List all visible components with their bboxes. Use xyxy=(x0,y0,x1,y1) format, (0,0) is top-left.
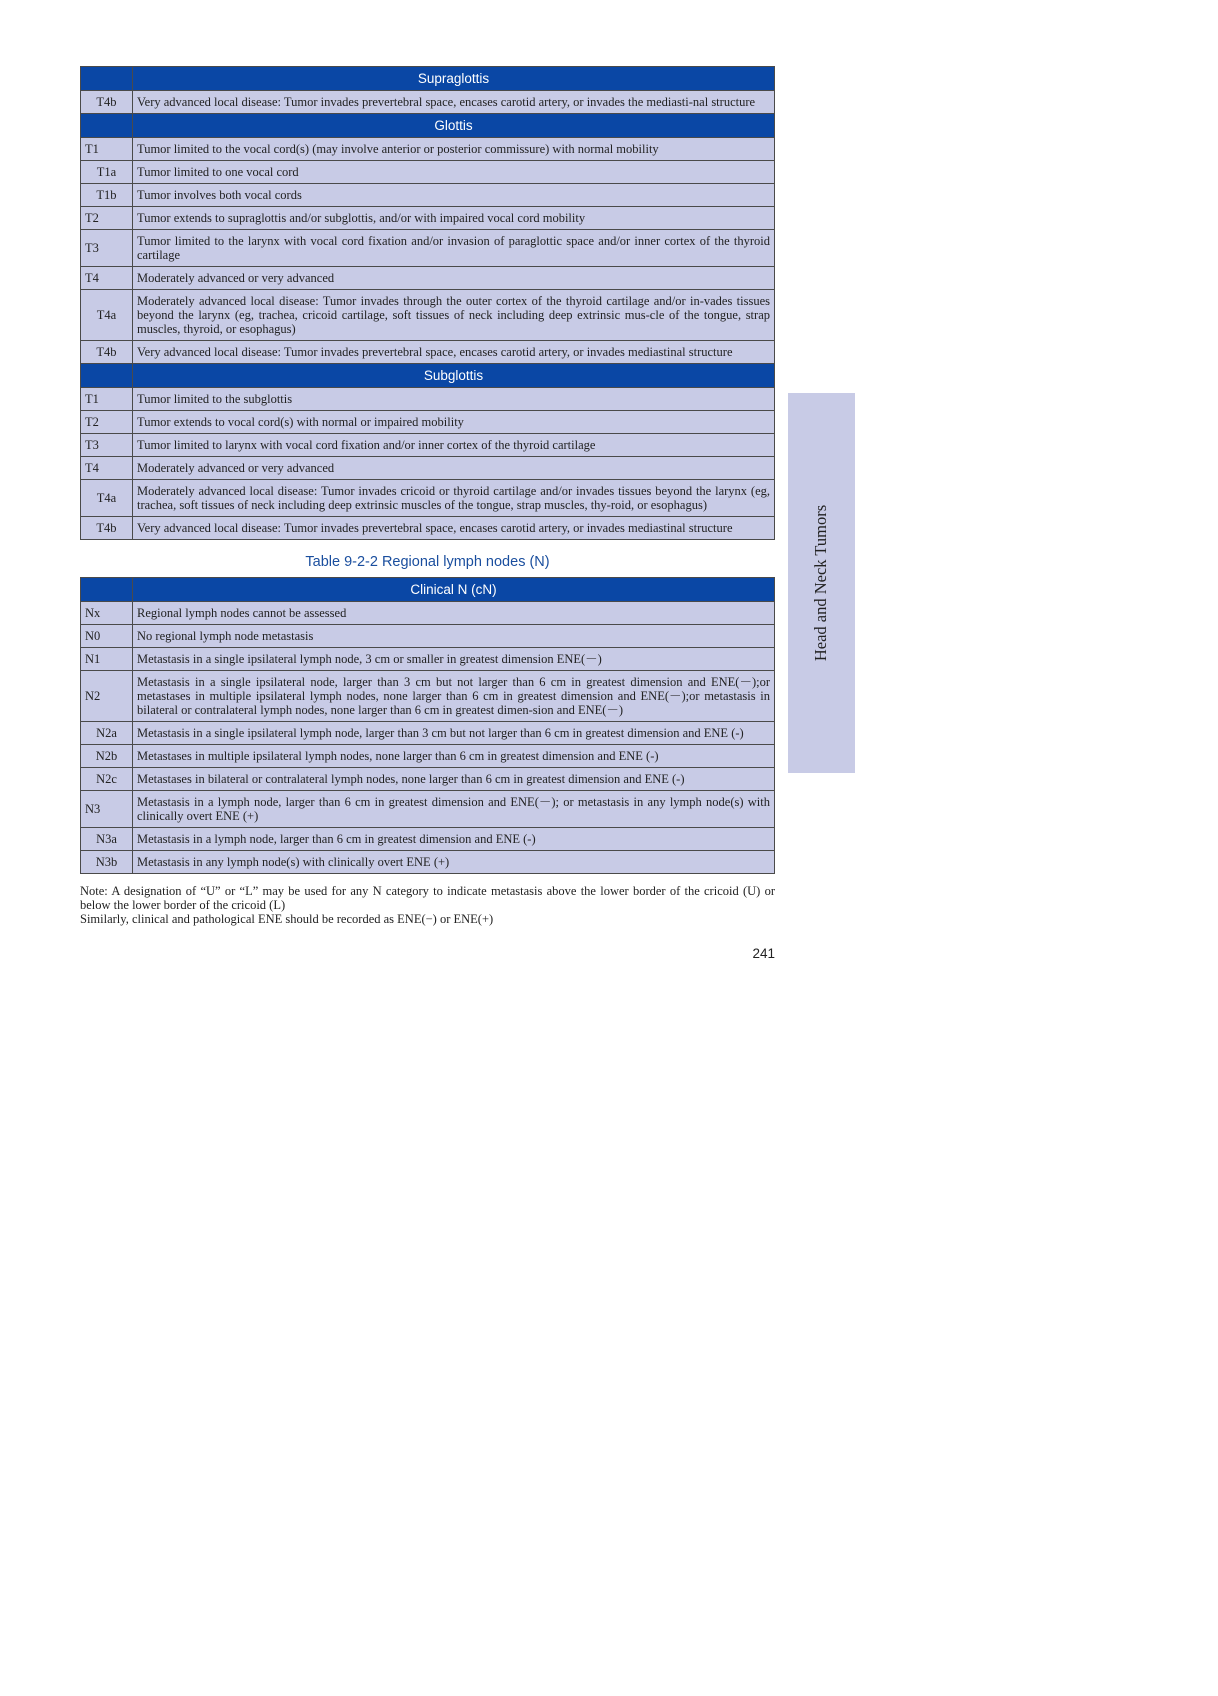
stage-code: N3a xyxy=(81,828,133,851)
stage-code: N0 xyxy=(81,625,133,648)
n-stage-table-body xyxy=(81,578,775,874)
chapter-side-tab-label: Head and Neck Tumors xyxy=(811,504,831,662)
table-caption: Table 9-2-2 Regional lymph nodes (N) xyxy=(305,554,550,570)
stage-code: N2a xyxy=(81,722,133,745)
stage-description: Metastasis in a single ipsilateral node, larger than 3 cm but not larger than 6 cm in greatest dimension and ENE(－);or metastases in multiple ipsilateral lymph nodes, none larger than 6 cm in greatest dimension and ENE(－);or metastasis in bilateral or contralateral lymph nodes, none larger than 6 cm in greatest dimen-sion and ENE(－) xyxy=(133,671,775,722)
table-row xyxy=(81,230,775,267)
table-note xyxy=(80,884,775,926)
stage-code: T2 xyxy=(81,411,133,434)
section-header-row xyxy=(81,114,775,138)
table-row xyxy=(81,648,775,671)
section-header-blank xyxy=(81,364,133,388)
table-row xyxy=(81,388,775,411)
stage-code: T4b xyxy=(81,341,133,364)
stage-code: T2 xyxy=(81,207,133,230)
table-row xyxy=(81,184,775,207)
stage-description: Tumor limited to the vocal cord(s) (may involve anterior or posterior commissure) with normal mobility xyxy=(133,138,775,161)
table-row xyxy=(81,411,775,434)
stage-description: Moderately advanced local disease: Tumor invades cricoid or thyroid cartilage and/or invades tissues beyond the larynx (eg, trachea, soft tissues of neck including deep extrinsic muscles of the tongue, strap muscles, thy-roid, or esophagus) xyxy=(133,480,775,517)
table-row xyxy=(81,791,775,828)
stage-code: T1a xyxy=(81,161,133,184)
stage-description: Very advanced local disease: Tumor invades prevertebral space, encases carotid artery, or invades mediastinal structure xyxy=(133,341,775,364)
table-row xyxy=(81,480,775,517)
stage-description: Moderately advanced local disease: Tumor invades through the outer cortex of the thyroid cartilage and/or in-vades tissues beyond the larynx (eg, trachea, cricoid cartilage, soft tissues of neck including deep extrinsic mus-cle of the tongue, strap muscles, thyroid, or esophagus) xyxy=(133,290,775,341)
table-row xyxy=(81,434,775,457)
stage-code: T1 xyxy=(81,138,133,161)
section-header-blank xyxy=(81,114,133,138)
stage-code: T3 xyxy=(81,230,133,267)
table-row xyxy=(81,207,775,230)
stage-description: Tumor extends to vocal cord(s) with normal or impaired mobility xyxy=(133,411,775,434)
stage-code: N2c xyxy=(81,768,133,791)
stage-description: Tumor limited to larynx with vocal cord fixation and/or inner cortex of the thyroid cartilage xyxy=(133,434,775,457)
t-stage-table-body xyxy=(81,67,775,540)
stage-code: T1b xyxy=(81,184,133,207)
stage-code: T4b xyxy=(81,91,133,114)
stage-description: Metastasis in a lymph node, larger than 6 cm in greatest dimension and ENE (-) xyxy=(133,828,775,851)
table-row xyxy=(81,828,775,851)
section-header-row xyxy=(81,578,775,602)
page-content xyxy=(80,66,775,961)
stage-description: Very advanced local disease: Tumor invades prevertebral space, encases carotid artery, or invades mediastinal structure xyxy=(133,517,775,540)
note-line-2: Similarly, clinical and pathological ENE should be recorded as ENE(−) or ENE(+) xyxy=(80,912,494,926)
chapter-side-tab xyxy=(788,393,855,773)
stage-description: No regional lymph node metastasis xyxy=(133,625,775,648)
table-row xyxy=(81,457,775,480)
stage-code: T4a xyxy=(81,290,133,341)
table-row xyxy=(81,722,775,745)
stage-description: Metastasis in a lymph node, larger than 6 cm in greatest dimension and ENE(－); or metastasis in any lymph node(s) with clinically overt ENE (+) xyxy=(133,791,775,828)
stage-code: T4 xyxy=(81,457,133,480)
stage-code: N3b xyxy=(81,851,133,874)
section-heading: Clinical N (cN) xyxy=(133,578,775,602)
stage-code: T4b xyxy=(81,517,133,540)
stage-code: T3 xyxy=(81,434,133,457)
table-row xyxy=(81,138,775,161)
stage-description: Metastasis in a single ipsilateral lymph node, larger than 3 cm but not larger than 6 cm in greatest dimension and ENE (-) xyxy=(133,722,775,745)
t-stage-table xyxy=(80,66,775,540)
section-header-blank xyxy=(81,67,133,91)
stage-code: N2b xyxy=(81,745,133,768)
section-header-row xyxy=(81,364,775,388)
stage-code: N2 xyxy=(81,671,133,722)
section-heading: Glottis xyxy=(133,114,775,138)
table-row xyxy=(81,745,775,768)
stage-description: Regional lymph nodes cannot be assessed xyxy=(133,602,775,625)
table-row xyxy=(81,671,775,722)
table-row xyxy=(81,768,775,791)
table-row xyxy=(81,290,775,341)
stage-description: Tumor involves both vocal cords xyxy=(133,184,775,207)
page-number: 241 xyxy=(752,946,775,961)
stage-description: Metastasis in any lymph node(s) with clinically overt ENE (+) xyxy=(133,851,775,874)
section-header-row xyxy=(81,67,775,91)
table-row xyxy=(81,161,775,184)
stage-description: Tumor limited to one vocal cord xyxy=(133,161,775,184)
stage-description: Metastases in bilateral or contralateral lymph nodes, none larger than 6 cm in greatest dimension and ENE (-) xyxy=(133,768,775,791)
section-header-blank xyxy=(81,578,133,602)
stage-description: Moderately advanced or very advanced xyxy=(133,457,775,480)
stage-description: Metastasis in a single ipsilateral lymph node, 3 cm or smaller in greatest dimension ENE(－) xyxy=(133,648,775,671)
table-row xyxy=(81,91,775,114)
table-row xyxy=(81,625,775,648)
n-stage-table xyxy=(80,577,775,874)
section-heading: Subglottis xyxy=(133,364,775,388)
table-row xyxy=(81,517,775,540)
stage-description: Tumor limited to the larynx with vocal cord fixation and/or invasion of paraglottic space and/or inner cortex of the thyroid cartilage xyxy=(133,230,775,267)
table-row xyxy=(81,267,775,290)
stage-code: N1 xyxy=(81,648,133,671)
stage-code: T4a xyxy=(81,480,133,517)
stage-description: Tumor extends to supraglottis and/or subglottis, and/or with impaired vocal cord mobility xyxy=(133,207,775,230)
stage-description: Moderately advanced or very advanced xyxy=(133,267,775,290)
stage-description: Metastases in multiple ipsilateral lymph nodes, none larger than 6 cm in greatest dimension and ENE (-) xyxy=(133,745,775,768)
stage-description: Very advanced local disease: Tumor invades prevertebral space, encases carotid artery, or invades the mediasti-nal structure xyxy=(133,91,775,114)
stage-code: Nx xyxy=(81,602,133,625)
section-heading: Supraglottis xyxy=(133,67,775,91)
table-row xyxy=(81,851,775,874)
table-row xyxy=(81,341,775,364)
stage-code: T1 xyxy=(81,388,133,411)
stage-code: T4 xyxy=(81,267,133,290)
stage-code: N3 xyxy=(81,791,133,828)
table-row xyxy=(81,602,775,625)
note-line-1: Note: A designation of “U” or “L” may be used for any N category to indicate metastasis above the lower border of the cricoid (U) or below the lower border of the cricoid (L) xyxy=(80,884,775,912)
stage-description: Tumor limited to the subglottis xyxy=(133,388,775,411)
